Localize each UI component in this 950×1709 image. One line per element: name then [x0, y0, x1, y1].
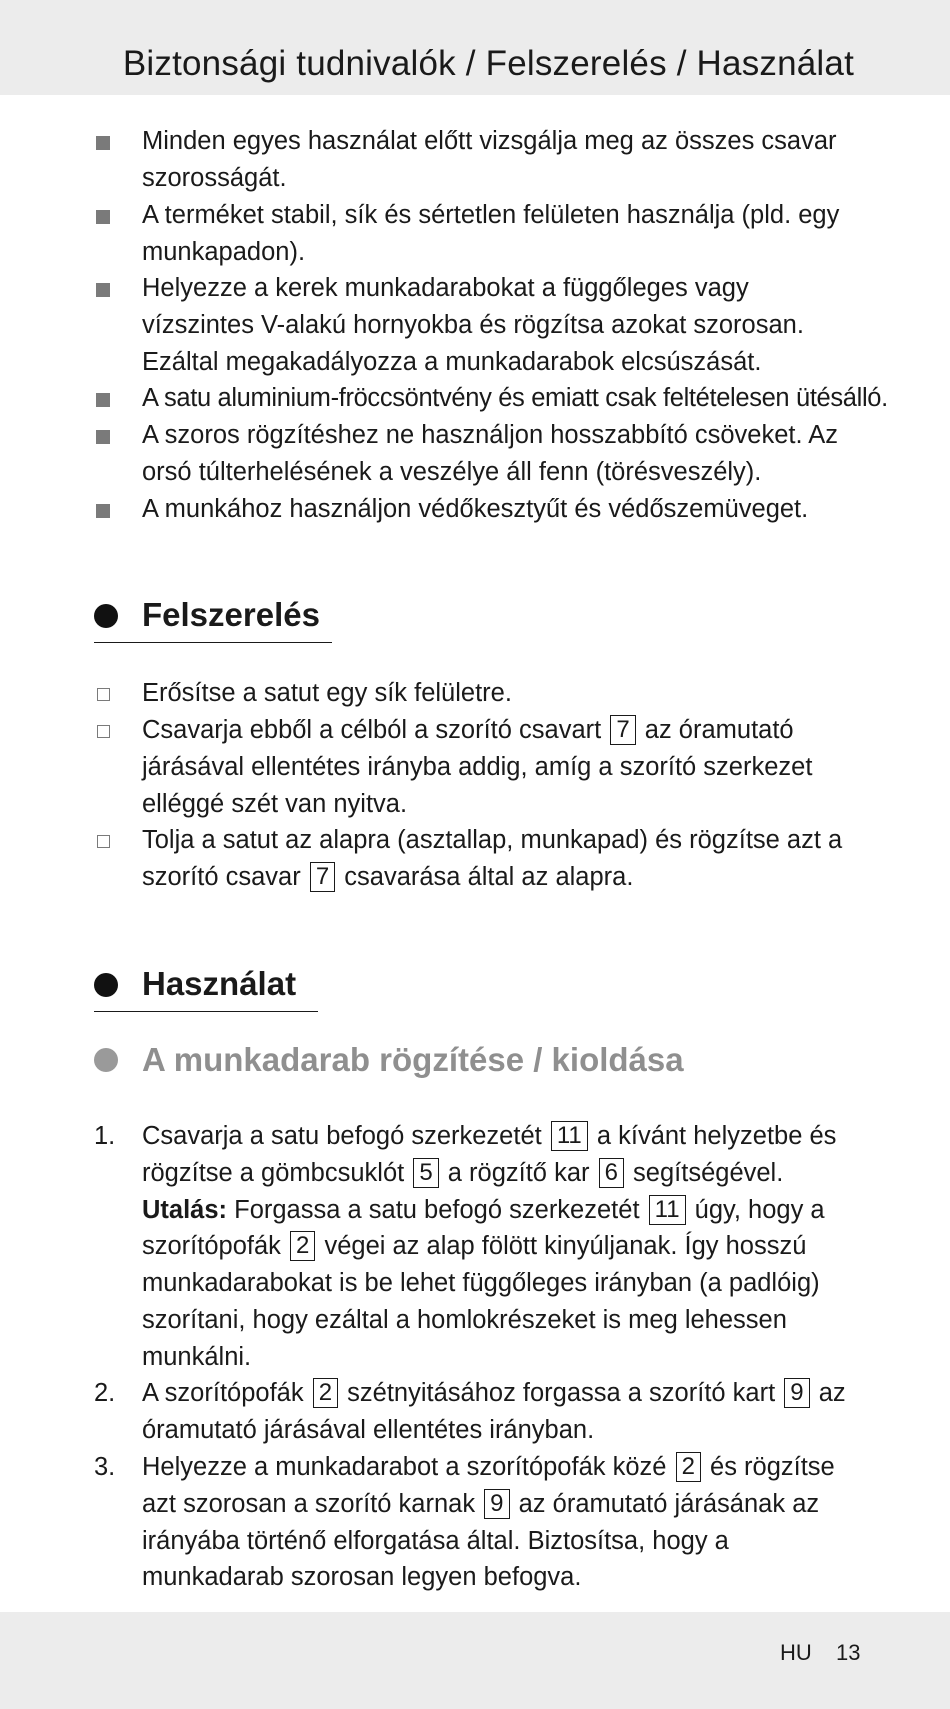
- page-number: 13: [836, 1640, 861, 1665]
- note-label: Utalás:: [142, 1195, 228, 1224]
- bullet-square-icon: [96, 210, 110, 224]
- setup-step: [142, 675, 862, 712]
- usage-step-text: Helyezze a munkadarabot a szorítópofák közé: [142, 1453, 667, 1481]
- setup-step-text: az óramutató járásával ellentétes irányba addig, amíg a szorító szerkezet elléggé szét van nyitva.: [142, 716, 813, 818]
- note-text: végei az alap fölött kinyúljanak. Így hosszú munkadarabokat is be lehet függőleges irányban (a padlóig) szorítani, hogy ezáltal a homlokrészeket is meg lehessen munkálni.: [142, 1232, 820, 1371]
- subheading-text: A munkadarab rögzítése / kioldása: [142, 1041, 684, 1078]
- bullet-square-icon: [96, 283, 110, 297]
- heading-text: Használat: [142, 965, 297, 1002]
- note-text: úgy, hogy a szorítópofák: [142, 1195, 825, 1261]
- checkbox-square-icon: [97, 725, 110, 738]
- page-title: Biztonsági tudnivalók / Felszerelés / Használat: [122, 44, 854, 83]
- usage-step-text: az óramutató járásával ellentétes irányban.: [142, 1379, 846, 1444]
- usage-step: [94, 1375, 862, 1449]
- safety-item: A munkához használjon védőkesztyűt és védőszemüveget.: [142, 495, 809, 523]
- step-number: 3.: [94, 1453, 116, 1481]
- usage-step-text: szétnyitásához forgassa a szorító kart: [347, 1379, 776, 1407]
- bullet-square-icon: [96, 504, 110, 518]
- heading-bullet-icon: [94, 604, 118, 628]
- checkbox-square-icon: [97, 688, 110, 701]
- bullet-square-icon: [96, 393, 110, 407]
- usage-step-text: segítségével.: [633, 1158, 784, 1187]
- usage-step: [94, 1118, 862, 1376]
- part-number-badge: 7: [610, 715, 635, 745]
- part-number-badge: 11: [551, 1121, 588, 1151]
- usage-step: [94, 1449, 862, 1596]
- setup-step-text: Erősítse a satut egy sík felületre.: [142, 679, 512, 707]
- part-number-badge: 2: [290, 1231, 315, 1261]
- bullet-square-icon: [96, 430, 110, 444]
- part-number-badge: 6: [599, 1158, 624, 1188]
- part-number-badge: 11: [649, 1195, 686, 1225]
- checkbox-square-icon: [97, 835, 110, 848]
- usage-step-text: és rögzítse azt szorosan a szorító karnak: [142, 1453, 835, 1518]
- usage-step-text: a rögzítő kar: [447, 1158, 590, 1187]
- safety-item: Minden egyes használat előtt vizsgálja meg az összes csavar szorosságát.: [142, 127, 837, 192]
- part-number-badge: 5: [413, 1158, 438, 1188]
- usage-step-text: a kívánt helyzetbe és rögzítse a gömbcsuklót: [142, 1122, 837, 1187]
- part-number-badge: 9: [784, 1378, 809, 1408]
- setup-step: [142, 712, 862, 822]
- usage-step-text: az óramutató járásának az irányába történő elforgatása által. Biztosítsa, hogy a munkadarab szorosan legyen befogva.: [142, 1489, 820, 1592]
- setup-step-text: Csavarja ebből a célból a szorító csavart: [142, 716, 602, 744]
- safety-item: A terméket stabil, sík és sértetlen felületen használja (pld. egy munkapadon).: [142, 201, 840, 266]
- heading-bullet-icon: [94, 1048, 118, 1072]
- safety-item: Helyezze a kerek munkadarabokat a függőleges vagy vízszintes V-alakú hornyokba és rögzítsa azokat szorosan. Ezáltal megakadályozza a munkadarabok elcsúszását.: [142, 274, 804, 376]
- section-heading-hasznalat: [94, 961, 318, 1012]
- step-number: 2.: [94, 1379, 116, 1407]
- language-code: HU: [780, 1640, 812, 1665]
- setup-step: [142, 822, 862, 896]
- heading-text: Felszerelés: [142, 596, 320, 633]
- setup-step-text: Tolja a satut az alapra (asztallap, munkapad) és rögzítse azt a szorító csavar: [142, 826, 843, 891]
- step-number: 1.: [94, 1122, 116, 1150]
- usage-step-text: A szorítópofák: [142, 1379, 304, 1407]
- part-number-badge: 2: [313, 1378, 338, 1408]
- section-heading-felszereles: [94, 592, 332, 643]
- setup-step-text: csavarása által az alapra.: [344, 862, 634, 891]
- part-number-badge: 7: [310, 862, 335, 892]
- note-text: Forgassa a satu befogó szerkezetét: [234, 1195, 640, 1224]
- safety-item: A satu aluminium-fröccsöntvény és emiatt csak feltételesen ütésálló.: [142, 384, 888, 412]
- safety-item: A szoros rögzítéshez ne használjon hosszabbító csöveket. Az orsó túlterhelésének a veszélye áll fenn (törésveszély).: [142, 421, 838, 486]
- usage-step-text: Csavarja a satu befogó szerkezetét: [142, 1122, 542, 1150]
- part-number-badge: 2: [676, 1452, 701, 1482]
- heading-bullet-icon: [94, 973, 118, 997]
- part-number-badge: 9: [484, 1489, 509, 1519]
- bullet-square-icon: [96, 136, 110, 150]
